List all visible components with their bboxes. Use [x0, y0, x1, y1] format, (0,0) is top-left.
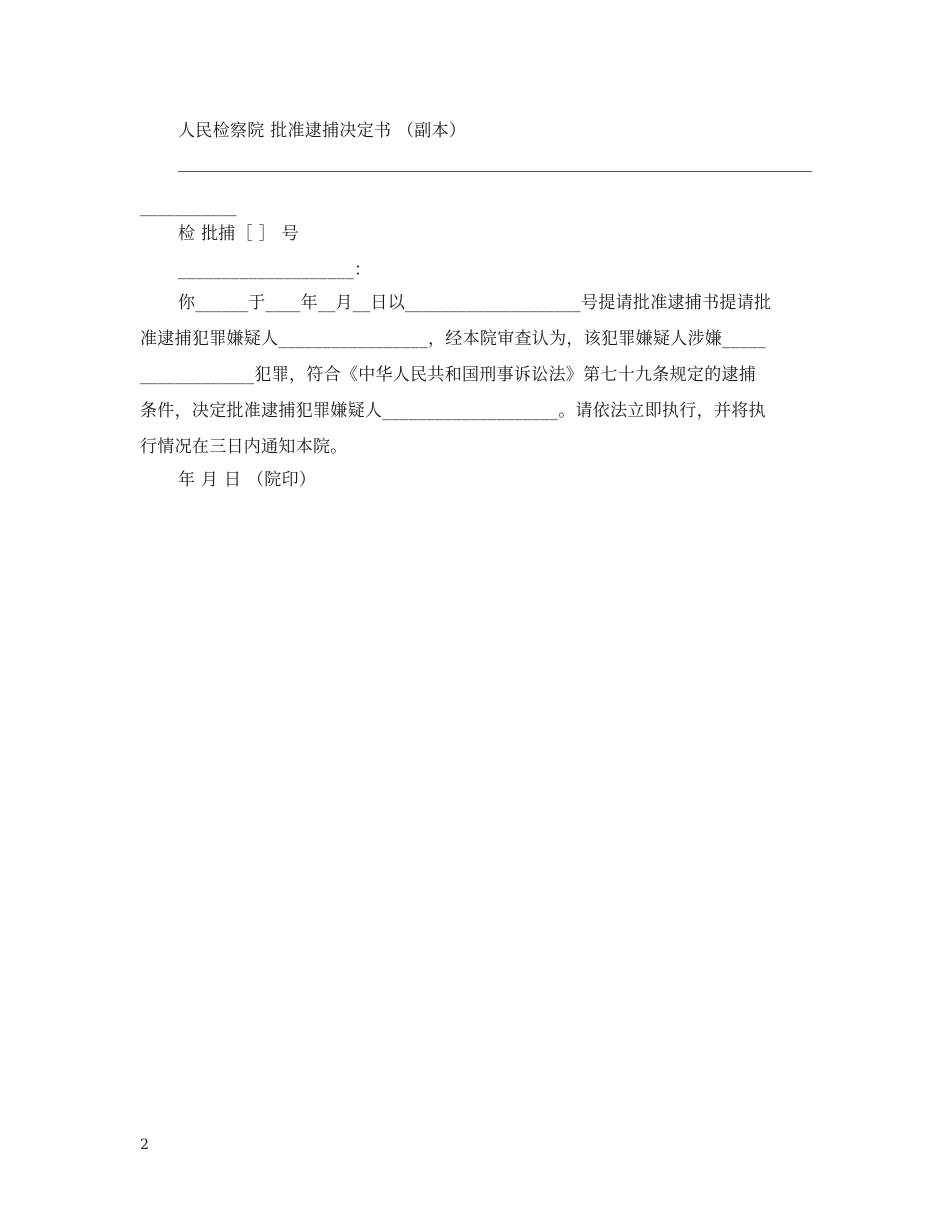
- title-underline: [178, 171, 812, 172]
- body-line-4: 条件，决定批准逮捕犯罪嫌疑人____________________。请依法立即执行，并将执: [140, 401, 766, 421]
- body-line-3: _____________犯罪，符合《中华人民共和国刑事诉讼法》第七十九条规定的逮捕: [140, 365, 757, 385]
- page-number: 2: [140, 1137, 149, 1153]
- title-underline-tail: ___________: [140, 197, 237, 217]
- document-title: 人民检察院 批准逮捕决定书 （副本）: [178, 121, 467, 141]
- date-seal-line: 年 月 日 （院印）: [178, 470, 317, 490]
- addressee-line: ____________________：: [178, 260, 372, 280]
- body-line-2: 准逮捕犯罪嫌疑人_________________，经本院审查认为，该犯罪嫌疑人涉嫌_____: [140, 329, 767, 349]
- body-line-1: 你______于____年__月__日以____________________号提请批准逮捕书提请批: [178, 293, 772, 313]
- case-number-line: 检 批捕［ ］ 号: [178, 224, 299, 244]
- body-line-5: 行情况在三日内通知本院。: [140, 437, 348, 457]
